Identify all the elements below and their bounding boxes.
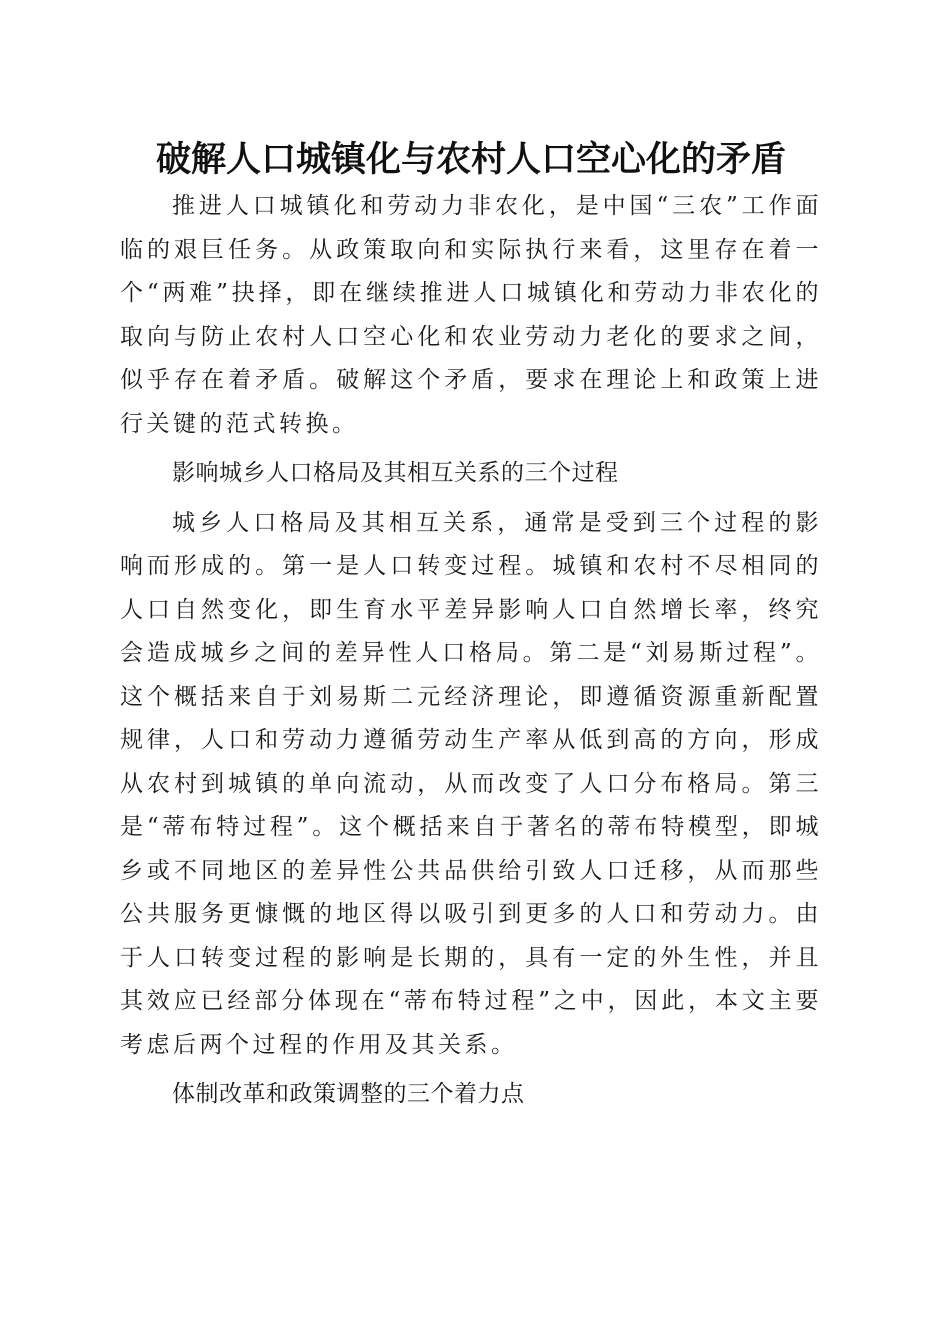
paragraph-three-processes: 城乡人口格局及其相互关系，通常是受到三个过程的影响而形成的。第一是人口转变过程。城镇和农村不尽相同的人口自然变化，即生育水平差异影响人口自然增长率，终究会造成城乡之间的差异性人口格局。第二是“刘易斯过程”。这个概括来自于刘易斯二元经济理论，即遵循资源重新配置规律，人口和劳动力遵循劳动生产率从低到高的方向，形成从农村到城镇的单向流动，从而改变了人口分布格局。第三是“蒂布特过程”。这个概括来自于著名的蒂布特模型，即城乡或不同地区的差异性公共品供给引致人口迁移，从而那些公共服务更慷慨的地区得以吸引到更多的人口和劳动力。由于人口转变过程的影响是长期的，具有一定的外生性，并且其效应已经部分体现在“蒂布特过程”之中，因此，本文主要考虑后两个过程的作用及其关系。 <box>120 509 822 1058</box>
section-heading-three-processes: 影响城乡人口格局及其相互关系的三个过程 <box>172 460 619 486</box>
paragraph-intro: 推进人口城镇化和劳动力非农化，是中国“三农”工作面临的艰巨任务。从政策取向和实际执行来看，这里存在着一个“两难”抉择，即在继续推进人口城镇化和劳动力非农化的取向与防止农村人口空心化和农业劳动力老化的要求之间，似乎存在着矛盾。破解这个矛盾，要求在理论上和政策上进行关键的范式转换。 <box>120 193 822 437</box>
document-page <box>120 140 822 1123</box>
section-heading-reform-focus: 体制改革和政策调整的三个着力点 <box>172 1081 525 1107</box>
document-title: 破解人口城镇化与农村人口空心化的矛盾 <box>155 139 786 180</box>
